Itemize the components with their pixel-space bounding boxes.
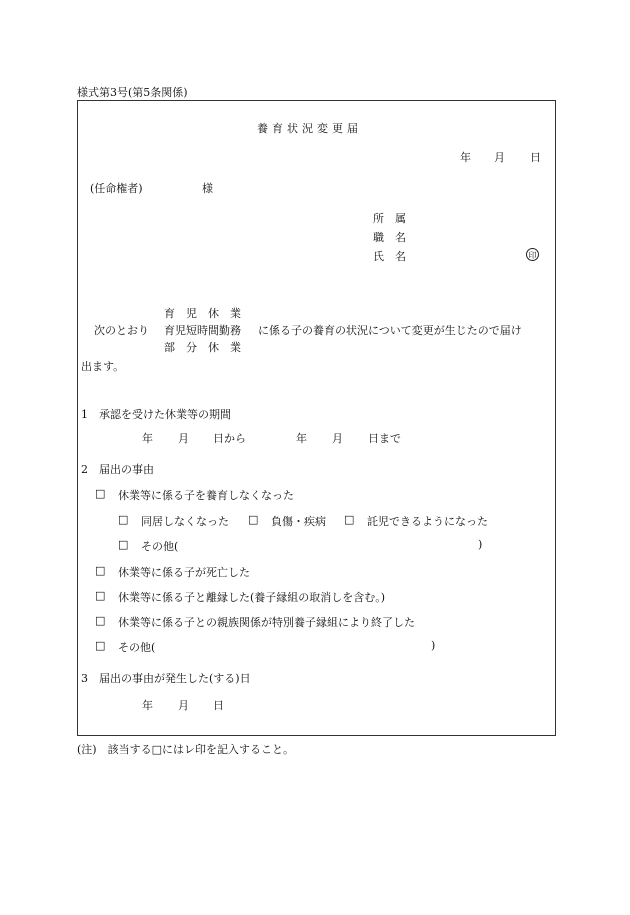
intro-prefix: 次のとおり — [94, 324, 149, 337]
occurrence-day: 日 — [213, 699, 224, 712]
period-end-year: 年 — [296, 432, 307, 445]
checkbox-separated[interactable]: □ — [95, 589, 106, 602]
checkbox-not-cohabiting[interactable]: □ — [118, 513, 129, 526]
appointer-label: (任命権者) — [90, 182, 143, 195]
date-day-label: 日 — [530, 151, 541, 164]
affiliation-label: 所 属 — [373, 212, 406, 225]
leave-type-list — [164, 305, 241, 356]
checkbox-injury-illness[interactable]: □ — [248, 513, 259, 526]
form-label: 様式第3号(第5条関係) — [77, 86, 188, 99]
leave-type-childcare: 育 児 休 業 — [164, 307, 241, 320]
section1-heading: 1 承認を受けた休業等の期間 — [81, 408, 231, 421]
leave-type-short-hours: 育児短時間勤務 — [164, 324, 241, 337]
checkbox-other[interactable]: □ — [95, 639, 106, 652]
name-label: 氏 名 — [373, 250, 406, 263]
form-title: 養育状況変更届 — [257, 122, 362, 135]
other-close: ) — [431, 639, 436, 652]
footnote: (注) 該当する□にはレ印を記入すること。 — [77, 743, 294, 756]
reason-special-adoption: 休業等に係る子との親族関係が特別養子縁組により終了した — [118, 616, 415, 629]
intro-suffix: に係る子の養育の状況について変更が生じたので届け — [258, 324, 522, 337]
appointer-honorific: 様 — [202, 182, 213, 195]
reason-separated: 休業等に係る子と離縁した(養子縁組の取消しを含む。) — [118, 591, 386, 604]
seal-mark: 印 — [526, 248, 539, 261]
occurrence-month: 月 — [178, 699, 189, 712]
period-start-month: 月 — [178, 432, 189, 445]
other-label: その他( — [118, 641, 156, 654]
date-month-label: 月 — [494, 151, 505, 164]
checkbox-sub-other[interactable]: □ — [118, 538, 129, 551]
period-end-month: 月 — [332, 432, 343, 445]
leave-type-partial: 部 分 休 業 — [164, 341, 241, 354]
period-start-day: 日から — [213, 432, 246, 445]
sub-reason-not-cohabiting: 同居しなくなった — [141, 515, 229, 528]
intro-continuation: 出ます。 — [81, 360, 125, 373]
occurrence-year: 年 — [142, 699, 153, 712]
checkbox-special-adoption[interactable]: □ — [95, 614, 106, 627]
period-start-year: 年 — [142, 432, 153, 445]
checkbox-not-raising[interactable]: □ — [95, 487, 106, 500]
position-label: 職 名 — [373, 231, 406, 244]
section2-heading: 2 届出の事由 — [81, 463, 154, 476]
section3-heading: 3 届出の事由が発生した(する)日 — [81, 672, 251, 685]
checkbox-died[interactable]: □ — [95, 564, 106, 577]
checkbox-daycare[interactable]: □ — [344, 513, 355, 526]
sub-other-close: ) — [478, 538, 483, 551]
reason-not-raising: 休業等に係る子を養育しなくなった — [118, 489, 294, 502]
sub-reason-injury-illness: 負傷・疾病 — [271, 515, 326, 528]
reason-died: 休業等に係る子が死亡した — [118, 566, 250, 579]
sub-other-label: その他( — [141, 540, 179, 553]
date-year-label: 年 — [460, 151, 471, 164]
period-end-day: 日まで — [368, 432, 401, 445]
sub-reason-daycare: 託児できるようになった — [367, 515, 488, 528]
